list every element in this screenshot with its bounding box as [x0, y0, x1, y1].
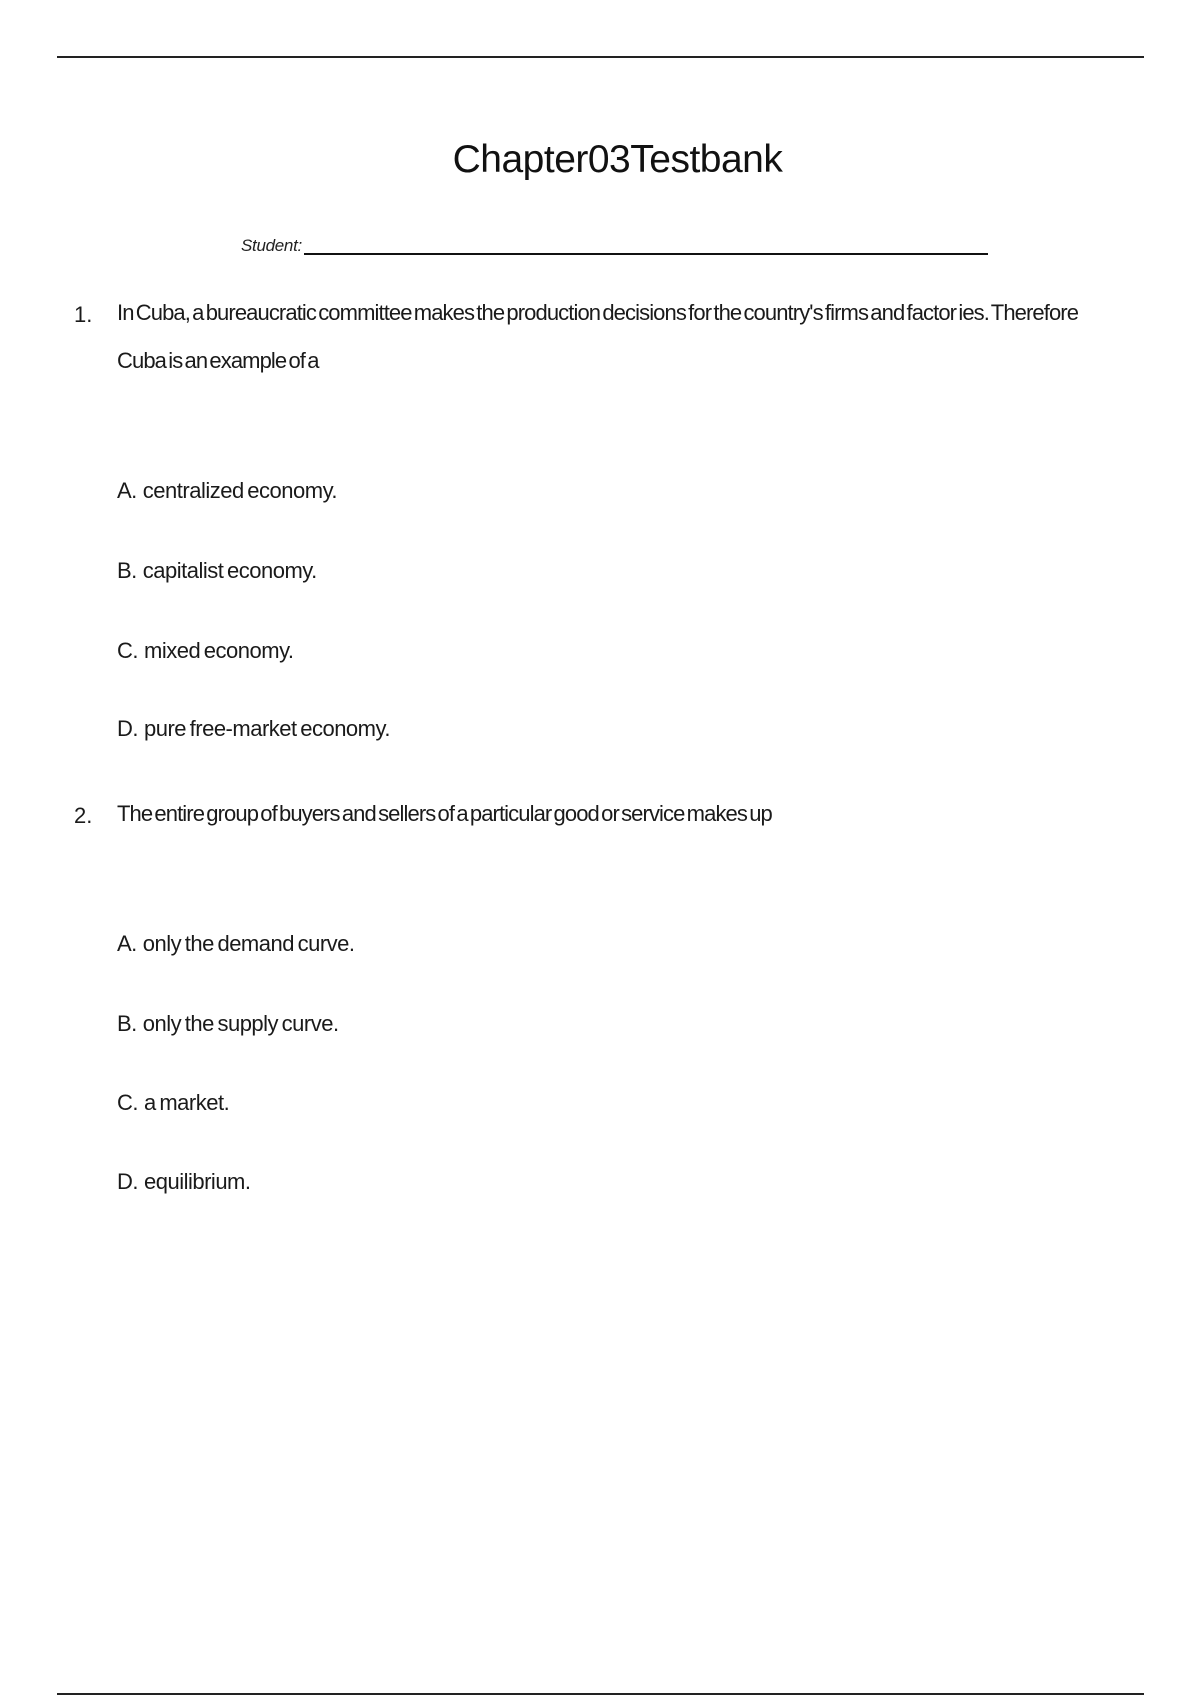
option-text: centralized economy. — [142, 478, 338, 503]
option-text: only the demand curve. — [142, 931, 355, 956]
option-letter: C. — [117, 1090, 138, 1115]
answer-option-d[interactable] — [117, 1169, 251, 1195]
answer-option-a[interactable] — [117, 478, 337, 504]
option-letter: A. — [117, 478, 137, 503]
top-rule — [57, 56, 1144, 58]
option-letter: D. — [117, 1169, 138, 1194]
question-number: 1. — [74, 302, 93, 327]
option-letter: B. — [117, 1011, 137, 1036]
answer-option-d[interactable] — [117, 716, 390, 742]
option-letter: A. — [117, 931, 137, 956]
answer-option-c[interactable] — [117, 638, 294, 664]
answer-option-a[interactable] — [117, 931, 355, 957]
option-text: a market. — [144, 1090, 230, 1115]
student-name-row — [241, 236, 988, 256]
question-text: The entire group of buyers and sellers of a particular good or service makes up — [117, 801, 772, 826]
answer-option-b[interactable] — [117, 1011, 339, 1037]
page-title: Chapter03Testbank — [452, 138, 783, 181]
option-text: mixed economy. — [144, 638, 294, 663]
option-letter: C. — [117, 638, 138, 663]
question-text: In Cuba, a bureaucratic committee makes the production decisions for the country's firms and factor ies. Therefore Cuba is an example of a — [117, 300, 1079, 373]
bottom-rule — [57, 1693, 1144, 1695]
option-letter: B. — [117, 558, 137, 583]
option-text: equilibrium. — [144, 1169, 251, 1194]
answer-option-b[interactable] — [117, 558, 317, 584]
student-label: Student: — [241, 236, 302, 255]
option-text: capitalist economy. — [142, 558, 317, 583]
option-text: pure free-market economy. — [144, 716, 390, 741]
student-name-field[interactable] — [304, 253, 988, 255]
answer-option-c[interactable] — [117, 1090, 229, 1116]
question-number: 2. — [74, 803, 93, 828]
option-letter: D. — [117, 716, 138, 741]
option-text: only the supply curve. — [142, 1011, 339, 1036]
